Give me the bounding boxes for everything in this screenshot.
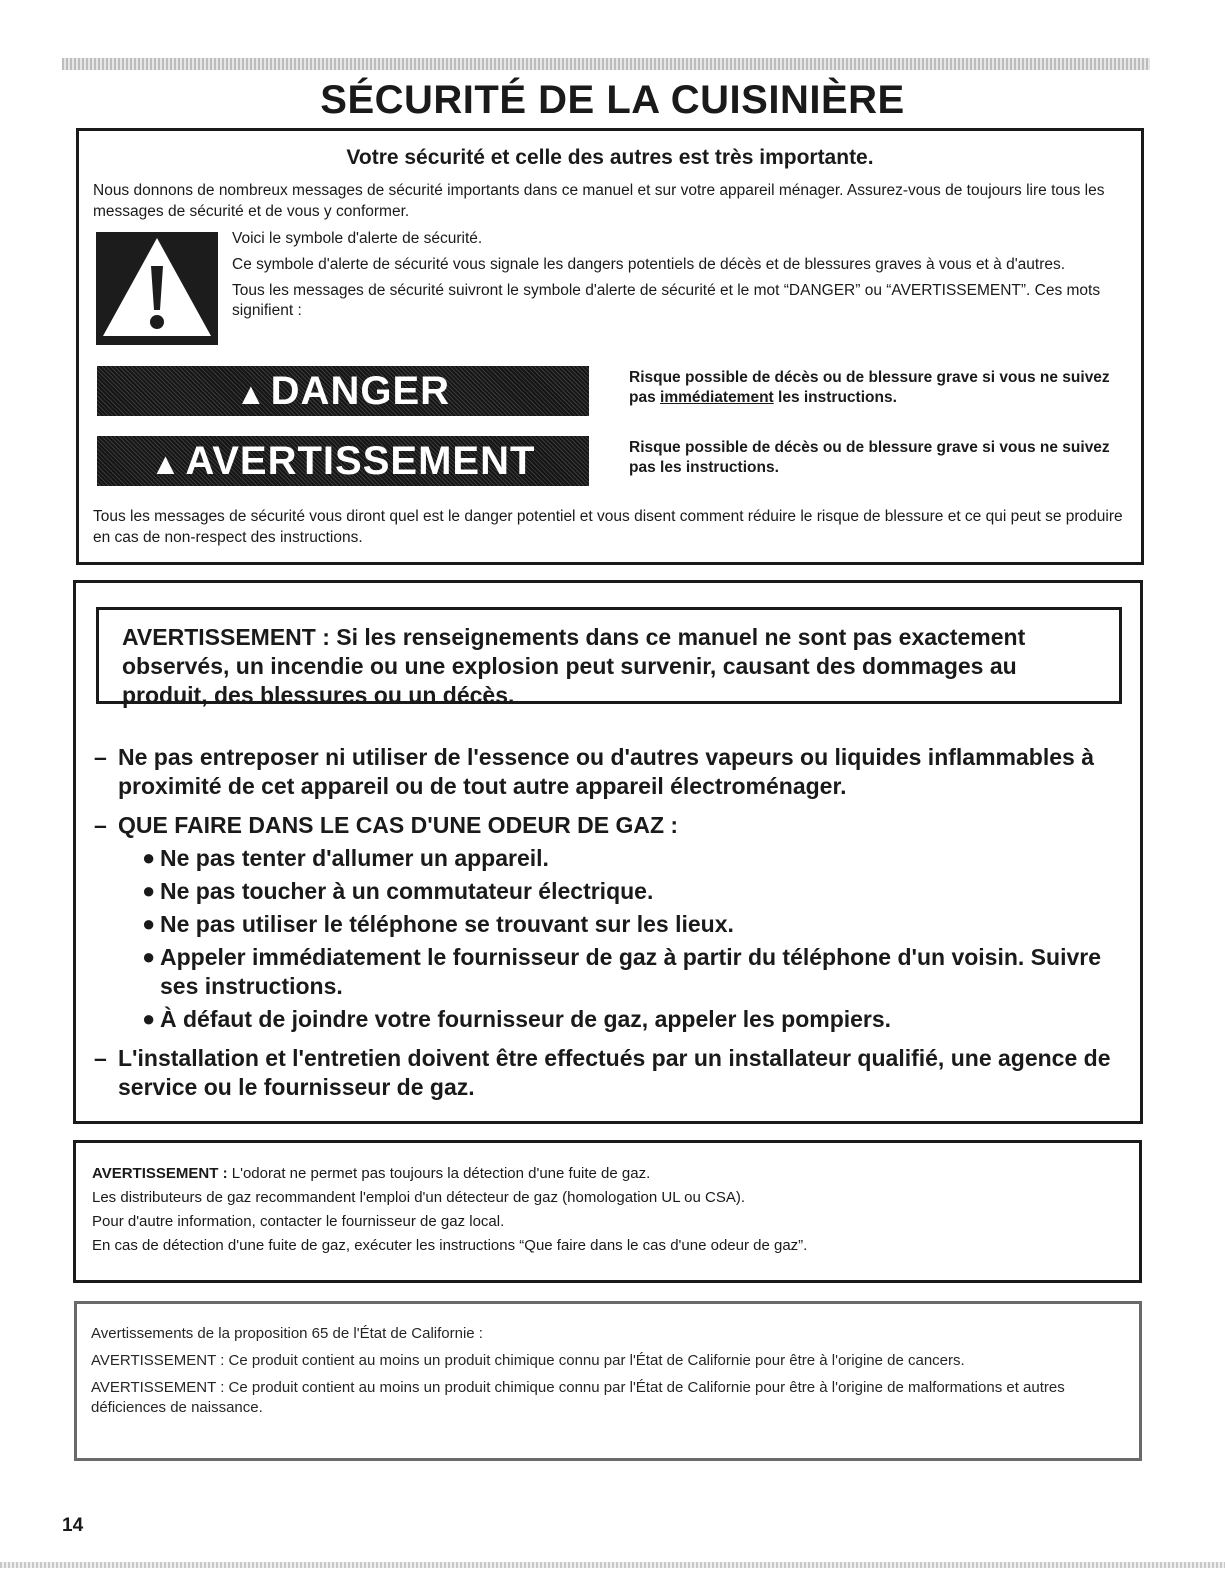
safety-footer-text: Tous les messages de sécurité vous diront quel est le danger potentiel et vous disent comment réduire le risque de blessure et ce qui peut se produire en cas de non-respect des instructions. xyxy=(93,508,1123,546)
list-item xyxy=(118,1005,1134,1034)
danger-label: DANGER xyxy=(270,369,451,413)
list-item: – L'installation et l'entretien doivent être effectués par un installateur qualifié, une agence de service ou le fournisseur de gaz. xyxy=(94,1045,1111,1100)
odor-line-4: En cas de détection d'une fuite de gaz, exécuter les instructions “Que faire dans le cas d'une odeur de gaz”. xyxy=(92,1237,808,1254)
warning-triangle-small-icon: ▲ xyxy=(150,448,182,481)
page-number: 14 xyxy=(62,1515,84,1536)
sub-item-text: Ne pas toucher à un commutateur électrique. xyxy=(160,878,654,904)
prop65-warning-cancer: AVERTISSEMENT : Ce produit contient au moins un produit chimique connu par l'État de Californie pour être à l'origine de cancers. xyxy=(91,1352,965,1369)
danger-def-text-1: Risque possible de décès ou de blessure grave si vous ne suivez pas xyxy=(629,369,1110,406)
warning-banner xyxy=(97,436,589,486)
list-item: – Ne pas entreposer ni utiliser de l'essence ou d'autres vapeurs ou liquides inflammables à proximité de cet appareil ou de tout autre appareil électroménager. xyxy=(94,744,1094,799)
prop65-text xyxy=(91,1324,1121,1425)
safety-intro-box xyxy=(76,128,1144,565)
fire-explosion-warning-box xyxy=(96,607,1122,708)
sub-item-text: Ne pas tenter d'allumer un appareil. xyxy=(160,845,549,871)
alert-symbol-explanation xyxy=(232,229,1112,327)
gas-item-text: L'installation et l'entretien doivent être effectués par un installateur qualifié, une agence de service ou le fournisseur de gaz. xyxy=(118,1045,1111,1100)
safety-heading: Votre sécurité et celle des autres est très importante. xyxy=(346,146,874,169)
odor-line-3: Pour d'autre information, contacter le fournisseur de gaz local. xyxy=(92,1213,505,1230)
gas-item-text: Ne pas entreposer ni utiliser de l'essence ou d'autres vapeurs ou liquides inflammables à proximité de cet appareil ou de tout autre appareil électroménager. xyxy=(118,744,1094,799)
symbol-line: Voici le symbole d'alerte de sécurité. xyxy=(232,230,483,247)
gas-warning-box xyxy=(73,580,1143,1124)
bullet-icon: ● xyxy=(142,1006,156,1031)
list-item xyxy=(118,910,1134,939)
prop65-warning-box xyxy=(74,1301,1142,1461)
warning-definition: Risque possible de décès ou de blessure grave si vous ne suivez pas les instructions. xyxy=(629,439,1110,476)
top-divider xyxy=(62,58,1150,70)
danger-def-underlined: immédiatement xyxy=(660,389,774,406)
sub-item-text: Ne pas utiliser le téléphone se trouvant sur les lieux. xyxy=(160,911,734,937)
odor-warning-text xyxy=(92,1162,1122,1258)
warning-label: AVERTISSEMENT xyxy=(185,439,536,483)
symbol-meaning: Ce symbole d'alerte de sécurité vous signale les dangers potentiels de décès et de blessures graves à vous et à d'autres. xyxy=(232,256,1066,273)
list-item: – QUE FAIRE DANS LE CAS D'UNE ODEUR DE GAZ : ● Ne pas tenter d'allumer un appareil. ● Ne pas toucher à un commutateur électrique. ● Ne pas utiliser le téléphone se trouvant sur les lieux. ● Appeler immédiatement le fournisseur de gaz à partir du téléphone d'un voisin. Suivre ses instructions. ● À défaut de joindre votre fournisseur de gaz, appeler les pompiers. xyxy=(94,811,1134,1034)
symbol-follow: Tous les messages de sécurité suivront le symbole d'alerte de sécurité et le mot “DANGER” ou “AVERTISSEMENT”. Ces mots signifient : xyxy=(232,282,1101,319)
prop65-heading: Avertissements de la proposition 65 de l'État de Californie : xyxy=(91,1325,483,1342)
list-item xyxy=(118,877,1134,906)
gas-instructions-list xyxy=(94,743,1134,1112)
danger-banner xyxy=(97,366,589,416)
bottom-divider xyxy=(0,1562,1225,1568)
gas-odor-warning-box xyxy=(73,1140,1142,1283)
list-item xyxy=(118,844,1134,873)
odor-line-2: Les distributeurs de gaz recommandent l'emploi d'un détecteur de gaz (homologation UL ou CSA). xyxy=(92,1189,746,1206)
gas-odor-heading: QUE FAIRE DANS LE CAS D'UNE ODEUR DE GAZ : xyxy=(118,812,679,838)
warning-triangle-small-icon: ▲ xyxy=(235,378,267,411)
odor-line-1 xyxy=(92,1162,1122,1186)
warning-triangle-icon xyxy=(96,232,218,345)
bullet-icon: ● xyxy=(142,845,156,870)
bullet-icon: ● xyxy=(142,878,156,903)
bullet-icon: ● xyxy=(142,911,156,936)
prop65-warning-birth: AVERTISSEMENT : Ce produit contient au moins un produit chimique connu par l'État de Californie pour être à l'origine de malformations et autres déficiences de naissance. xyxy=(91,1379,1065,1416)
danger-definition xyxy=(629,368,1139,408)
list-item xyxy=(118,943,1134,1001)
odor-line-1-text: L'odorat ne permet pas toujours la détection d'une fuite de gaz. xyxy=(227,1165,651,1182)
danger-def-text-2: les instructions. xyxy=(773,389,897,406)
sub-item-text: Appeler immédiatement le fournisseur de gaz à partir du téléphone d'un voisin. Suivre ses instructions. xyxy=(160,944,1102,999)
sub-item-text: À défaut de joindre votre fournisseur de gaz, appeler les pompiers. xyxy=(160,1006,892,1032)
odor-label: AVERTISSEMENT : xyxy=(92,1165,228,1182)
fire-explosion-warning: AVERTISSEMENT : Si les renseignements dans ce manuel ne sont pas exactement observés, un incendie ou une explosion peut survenir, causant des dommages au produit, des blessures ou un décès. xyxy=(122,624,1026,708)
page-title: SÉCURITÉ DE LA CUISINIÈRE xyxy=(320,78,905,122)
bullet-icon: ● xyxy=(142,944,156,969)
safety-intro-text: Nous donnons de nombreux messages de sécurité importants dans ce manuel et sur votre appareil ménager. Assurez-vous de toujours lire tous les messages de sécurité et de vous y conformer. xyxy=(93,182,1105,220)
